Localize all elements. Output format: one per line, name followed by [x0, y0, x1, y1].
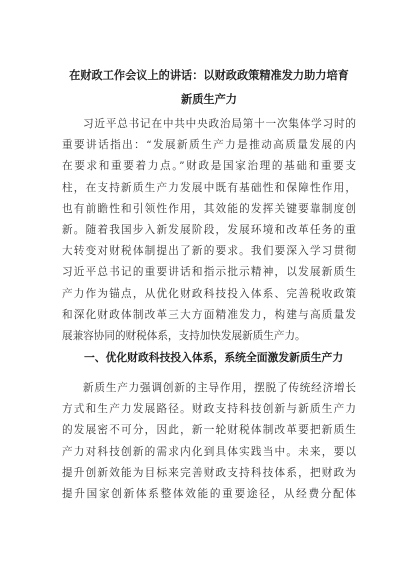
paragraph-2-line: 提升国家创新体系整体效能的重要途径，从经费分配体 — [62, 487, 356, 500]
paragraph-1 — [62, 114, 356, 347]
paragraph-1-line: 在要求和重要着力点。”财政是国家治理的基础和重要支 — [62, 160, 356, 173]
paragraph-2 — [62, 378, 356, 505]
document-title-line-1: 在财政工作会议上的讲话：以财政政策精准发力助力培育 — [69, 69, 349, 82]
paragraph-1-line: 习近平总书记在中共中央政治局第十一次集体学习时的 — [83, 118, 356, 130]
paragraph-1-line: 大转变对财税体制提出了新的要求。我们要深入学习贯彻 — [62, 245, 356, 258]
paragraph-1-line: 展兼容协同的财税体系，支持加快发展新质生产力。 — [62, 329, 306, 342]
paragraph-2-line: 提升创新效能为目标来完善财政支持科技体系，把财政为 — [62, 466, 356, 479]
paragraph-1-line: 和深化财政体制改革三大方面精准发力，构建与高质量发 — [62, 308, 356, 321]
paragraph-2-line: 产力对科技创新的需求内化到具体实践当中。未来，要以 — [62, 445, 356, 458]
paragraph-2-line: 的发展密不可分，因此，新一轮财税体制改革要把新质生 — [62, 424, 356, 437]
paragraph-1-line: 新。随着我国步入新发展阶段，发展环境和改革任务的重 — [62, 223, 356, 236]
paragraph-2-line: 新质生产力强调创新的主导作用，摆脱了传统经济增长 — [83, 382, 356, 394]
section-1-heading: 一、优化财政科技投入体系，系统全面激发新质生产力 — [84, 351, 344, 364]
paragraph-1-line: 重要讲话指出：“发展新质生产力是推动高质量发展的内 — [62, 139, 356, 152]
document-title-line-2: 新质生产力 — [181, 93, 237, 106]
paragraph-1-line: 柱，在支持新质生产力发展中既有基础性和保障性作用， — [62, 181, 356, 194]
paragraph-2-line: 方式和生产力发展路径。财政支持科技创新与新质生产力 — [62, 403, 356, 416]
paragraph-1-line: 习近平总书记的重要讲话和指示批示精神，以发展新质生 — [62, 266, 356, 279]
paragraph-1-line: 也有前瞻性和引领性作用，其效能的发挥关键要靠制度创 — [62, 202, 356, 215]
paragraph-1-line: 产力作为锚点，从优化财政科技投入体系、完善税收政策 — [62, 287, 356, 300]
